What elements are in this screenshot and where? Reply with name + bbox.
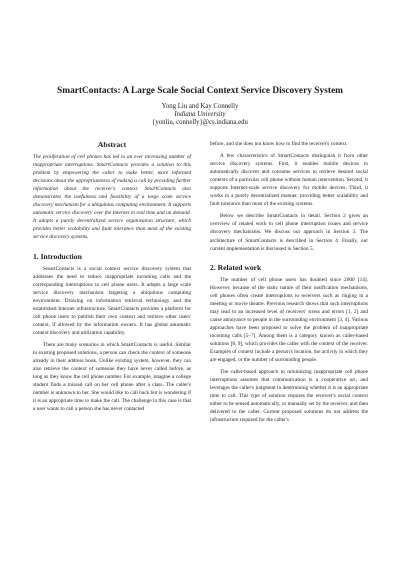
abstract-heading: Abstract: [97, 140, 127, 149]
abstract-text: The proliferation of cell phones has led to an ever increasing number of inappropriate interruptions. SmartContacts provides a solution to this problem by empowering the caller to make better, more informed decisions about the appropriateness of making a call by providing further information about the receiver's context. SmartContacts also demonstrates the usefulness and feasibility of a large scale service discovery mechanism for a ubiquitous computing environment. It supports automatic service discovery over the Internet in real time and on demand. It adopts a purely decentralized service organization structure, which provides better scalability and fault tolerance than most of the existing service discovery systems.: [33, 154, 191, 241]
intro-paragraph-4: A few characteristics of SmartContacts distinguish it from other service discovery systems. First, it enables mobile devices to automatically discover and consume services to retrieve desired social contexts of a particular cell phone without human intervention. Second, it supports Internet-scale service discovery for mobile devices. Third, it works in a purely decentralized manner, providing better scalability and fault tolerance than most of the existing systems.: [210, 153, 368, 208]
related-work-heading: 2. Related work: [210, 262, 262, 272]
intro-paragraph-5: Below we describe SmartContacts in detail. Section 2 gives an overview of related work in cell phone interruption issues and service discovery mechanisms. We discuss our approach in Section 3. The architecture of SmartContacts is described in Section 4. Finally, our current implementation is discussed in Section 5.: [210, 213, 368, 252]
related-paragraph-1: The number of cell phone users has doubled since 2000 [14]. However, because of the static nature of their notification mechanisms, cell phones often create interruptions to receivers such as ringing in a meeting or movie theatre. Previous research shows that such interruptions may lead to an increased level of receivers' stress and errors [1, 2] and cause annoyance to people in the surrounding environment [3, 4]. Various approaches have been proposed to solve the problem of inappropriate incoming calls [5–7]. Among them is a category known as caller-based solutions [8, 9], which provides the caller with the context of the receiver. Examples of context include a person's location, the activity in which they are engaged, or the number of surrounding people.: [210, 276, 368, 364]
paper-authors: Yong Liu and Kay Connelly: [161, 103, 239, 110]
intro-heading: 1. Introduction: [33, 251, 82, 261]
intro-paragraph-3: before, and she does not know how to find the receiver's context.: [210, 141, 348, 147]
intro-paragraph-2: There are many scenarios in which SmartContacts is useful. Similar to existing proposed solutions, a person can check the context of someone already in their address book. Unlike existing system, however, they can also retrieve the context of someone they have never called before, as long as they know the cell phone number. For example, imagine a college student finds a missed call on her cell phone after a class. The caller's number is unknown to her. She would like to call back but is wondering if it is an appropriate time to make the call. The challenge in this case is that a user wants to call a person she has never contacted: [33, 341, 191, 413]
paper-affiliation: Indiana University: [174, 111, 226, 118]
paper-email: {yonliu, connelly}@cs.indiana.edu: [152, 119, 248, 126]
related-paragraph-2: The caller-based approach to minimizing inappropriate cell phone interruptions assumes that communication is a cooperative act, and leverages the caller's judgment in determining whether it is an appropriate time to call. This type of solution requires the receiver's social context either to be sensed automatically, or manually set by the receiver, and then delivered to the caller. Current proposed solutions do not address the infrastructure required for the caller's: [210, 369, 368, 424]
paper-title: SmartContacts: A Large Scale Social Context Service Discovery System: [57, 86, 343, 96]
right-column: [210, 140, 368, 428]
left-column: [33, 140, 191, 417]
intro-paragraph-1: SmartContacts is a social context service discovery system that addresses the need to reduce inappropriate incoming calls and the corresponding interruptions to cell phone users. It adopts a large scale service discovery mechanism targeting a ubiquitous computing environment. Drawing on information retrieval technology and the established Internet infrastructure, SmartContacts provides a platform for cell phone users to publish their own context and retrieve other users' context, if allowed by the information owners. It has global automatic context discovery and utilization capability.: [33, 265, 191, 336]
